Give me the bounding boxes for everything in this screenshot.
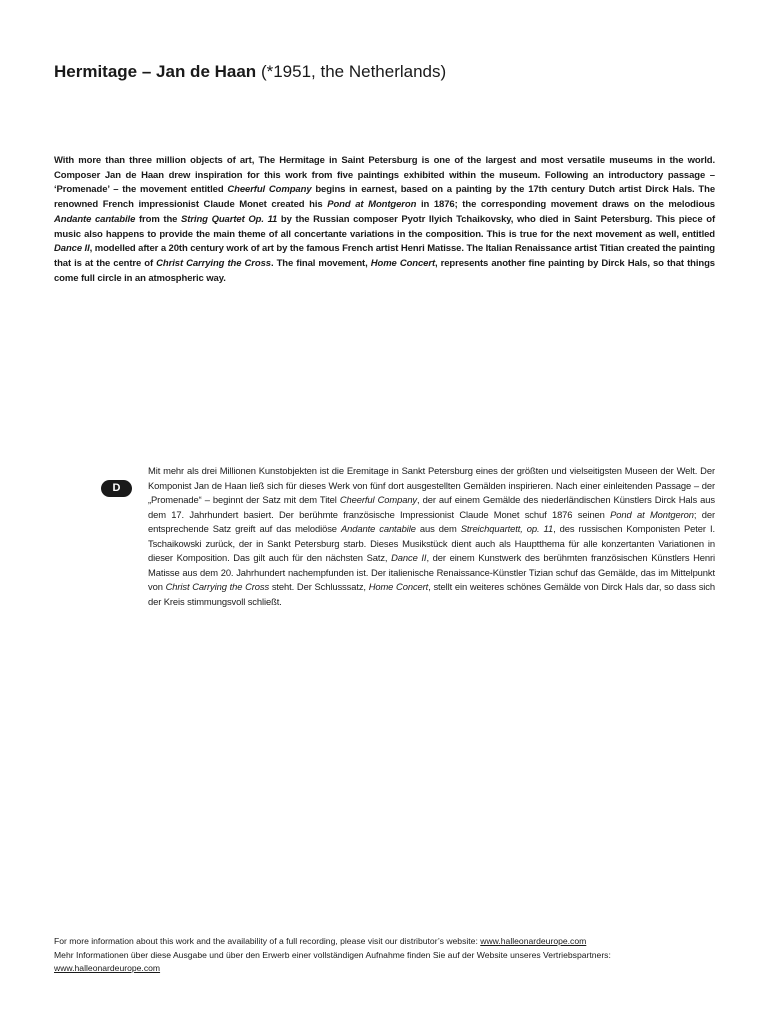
de-title-christ-carrying-the-cross: Christ Carrying the Cross [165, 581, 270, 592]
english-description [54, 154, 715, 286]
german-language-badge: D [101, 480, 132, 497]
distributor-website-link[interactable]: www.halleonardeurope.com [480, 936, 587, 946]
de-text: steht. Der Schlusssatz, [269, 581, 369, 592]
en-text: begins in earnest, based on a painting by the 17th century Dutch artist Dirck Hals. The renowned French impressionist Claude Monet created his [54, 184, 716, 211]
en-text: from the [135, 213, 182, 225]
de-title-pond-at-montgeron: Pond at Montgeron [610, 508, 694, 520]
de-text: , des russischen Komponisten Peter I. Tschaikowski zurück, der in Sankt Petersburg starb. Dieses Musikstück dient auch als Hauptthema für alle konzertanten Variationen in dieser Komposition. Das gilt auch für den nächsten Satz, [148, 523, 715, 563]
en-title-cheerful-company: Cheerful Company [227, 184, 312, 196]
en-text: by the Russian composer Pyotr Ilyich Tchaikovsky, who died in Saint Petersburg. This piece of music also happens to provide the main theme of all concertante variations in the composition. This is true for the next movement as well, entitled [54, 213, 716, 240]
footer-german-line [54, 949, 715, 976]
de-title-home-concert: Home Concert [368, 581, 429, 592]
german-description [148, 464, 715, 609]
de-title-streichquartett: Streichquartett, op. 11 [460, 523, 554, 534]
page-title [54, 61, 714, 83]
title-subtitle: (*1951, the Netherlands) [260, 62, 447, 81]
en-text: , represents another fine painting by Dirck Hals, so that things come full circle in an atmospheric way. [54, 257, 715, 284]
en-title-dance-ii: Dance II [54, 243, 90, 255]
en-text: . The final movement, [270, 257, 371, 269]
de-title-andante-cantabile: Andante cantabile [340, 523, 416, 534]
de-text: ; der entsprechende Satz greift auf das melodiöse [148, 508, 715, 534]
en-title-string-quartet: String Quartet Op. 11 [181, 213, 278, 225]
footer-english-text: For more information about this work and the availability of a full recording, please visit our distributor’s website: [54, 936, 481, 946]
title-main: Hermitage – Jan de Haan [54, 62, 257, 81]
en-title-christ-carrying-the-cross: Christ Carrying the Cross [156, 257, 271, 269]
de-text: aus dem [415, 523, 461, 534]
de-title-cheerful-company: Cheerful Company [339, 494, 418, 505]
en-text: in 1876; the corresponding movement draws on the melodious [416, 199, 715, 211]
en-title-andante-cantabile: Andante cantabile [54, 213, 136, 225]
footer-english-line [54, 935, 715, 949]
de-text: , stellt ein weiteres schönes Gemälde von Dirck Hals dar, so dass sich der Kreis stimmungsvoll schließt. [148, 581, 715, 607]
de-text: , der auf einem Gemälde des niederländischen Künstlers Dirck Hals aus dem 17. Jahrhundert basiert. Der berühmte französische Impressionist Claude Monet schuf 1876 seinen [148, 494, 715, 520]
footer-german-text: Mehr Informationen über diese Ausgabe und über den Erwerb einer vollständigen Aufnahme finden Sie auf der Website unseres Vertriebspartners: [54, 949, 611, 960]
distributor-website-link-de[interactable]: www.halleonardeurope.com [54, 963, 161, 974]
footer [54, 935, 715, 976]
en-title-home-concert: Home Concert [370, 257, 436, 269]
de-text: , der einem Kunstwerk des berühmten französischen Künstlers Henri Matisse aus dem 20. Jahrhundert nachempfunden ist. Der italienische Renaissance-Künstler Tizian schuf das Gemälde, das im Mittelpunkt von [148, 552, 715, 592]
en-text: With more than three million objects of art, The Hermitage in Saint Petersburg is one of the largest and most versatile museums in the world. Composer Jan de Haan drew inspiration for this work from five paintings exhibited within the museum. Following an introductory passage – ‘Promenade’ – the movement entitled [54, 155, 715, 196]
en-text: , modelled after a 20th century work of art by the famous French artist Henri Matisse. The Italian Renaissance artist Titian created the painting that is at the centre of [54, 243, 715, 269]
en-title-pond-at-montgeron: Pond at Montgeron [327, 199, 417, 211]
de-title-dance-ii: Dance II [391, 552, 427, 563]
de-text: Mit mehr als drei Millionen Kunstobjekten ist die Eremitage in Sankt Petersburg eines der größten und vielseitigsten Museen der Welt. Der Komponist Jan de Haan ließ sich für dieses Werk von fünf dort ausgestellten Gemälden inspirieren. Nach einer einleitenden Passage – der „Promenade“ – beginnt der Satz mit dem Titel [148, 465, 715, 505]
